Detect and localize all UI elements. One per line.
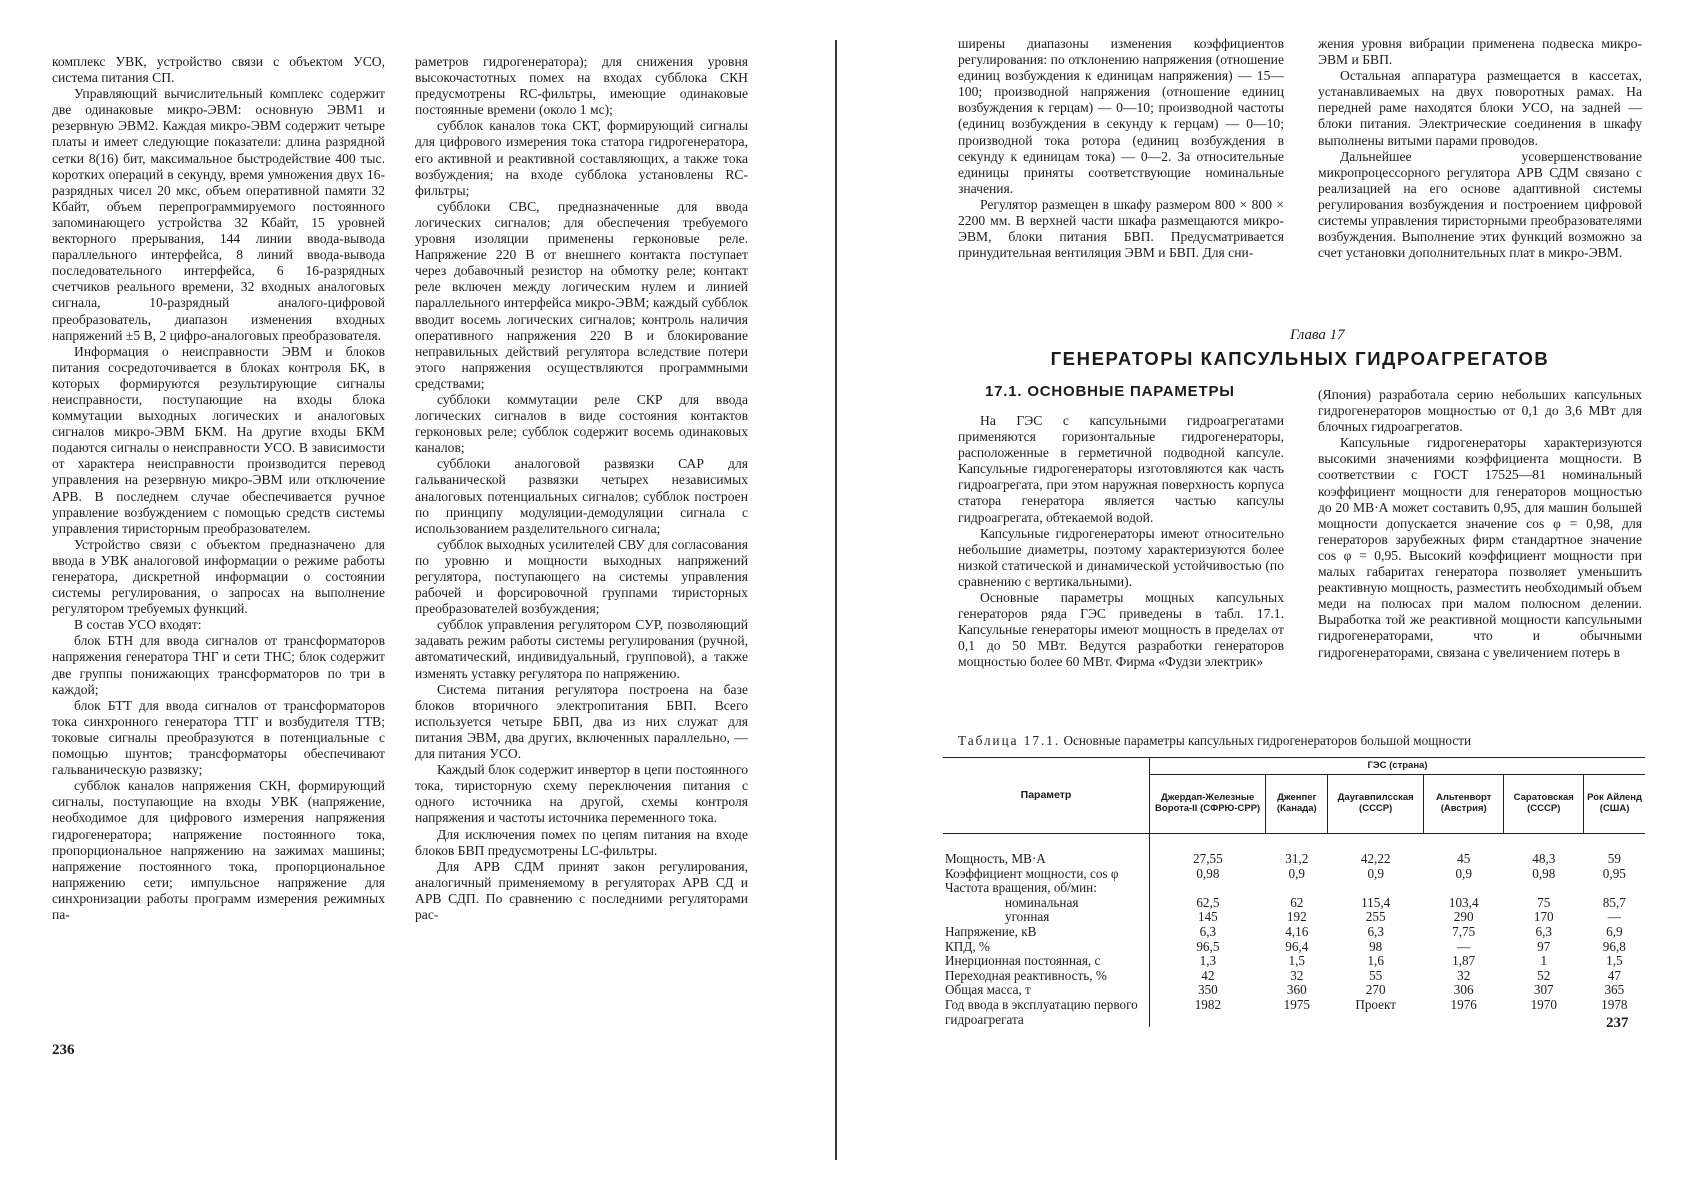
table-row [943, 896, 1645, 911]
table-column-header: Даугавпилсская (СССР) [1328, 775, 1424, 834]
right-column-2-top [1318, 36, 1642, 261]
table-cell: 1975 [1283, 996, 1310, 1012]
paragraph: блок БТН для ввода сигналов от трансформаторов напряжения генератора ТНГ и сети ТНС; блок содержит две группы понижающих трансформаторов по три в каждой; [52, 633, 385, 697]
table-cell: 48,3 [1532, 851, 1556, 866]
paragraph: (Япония) разработала серию небольших капсульных гидрогенераторов мощностью от 0,1 до 3,6 МВт для блочных гидроагрегатов. [1318, 387, 1642, 435]
table-cell: 192 [1286, 909, 1307, 925]
table-caption-label: Таблица 17.1. [958, 733, 1061, 748]
table-cell: 6,3 [1535, 923, 1552, 939]
paragraph: Регулятор размещен в шкафу размером 800 × 800 × 2200 мм. В верхней части шкафа размещаются микро-ЭВМ, блоки питания БВП. Предусматривается принудительная вентиляция ЭВМ и БВП. Для сни- [958, 196, 1284, 261]
table-cell: 255 [1365, 909, 1386, 925]
table-cell: 0,9 [1367, 865, 1384, 881]
table-cell: 62,5 [1196, 894, 1220, 910]
table-cell: 0,98 [1196, 865, 1220, 881]
table-column-header: Саратовская (СССР) [1504, 775, 1584, 834]
table-cell: 1970 [1530, 996, 1557, 1012]
table-cell [1584, 881, 1645, 896]
table-cell: 170 [1533, 909, 1554, 925]
left-page [0, 0, 835, 1190]
table-cell: 270 [1365, 982, 1386, 998]
paragraph: Остальная аппаратура размещается в кассетах, устанавливаемых на двух поворотных рамах. На передней раме находятся блоки УСО, на задней — блоки питания. Электрические соединения в шкафу выполнены витыми парами проводов. [1318, 68, 1642, 148]
paragraph: субблок управления регулятором СУР, позволяющий задавать режим работы системы регулирования (ручной, автоматический, индивидуальный, групповой), а также изменять уставку регулятора по напряжению. [415, 617, 748, 681]
table-row [943, 969, 1645, 984]
table-cell: 27,55 [1193, 851, 1223, 866]
table-param-name: Общая масса, т [945, 982, 1031, 998]
paragraph: Для исключения помех по цепям питания на входе блоков БВП предусмотрены LC-фильтры. [415, 826, 748, 858]
table-header-group: ГЭС (страна) [1150, 758, 1646, 775]
table-row [943, 910, 1645, 925]
paragraph: субблок каналов тока СКТ, формирующий сигналы для цифрового измерения тока статора гидрогенератора, его активной и реактивной составляющих, а также тока возбуждения; на входе субблока установлены RC-фильтры; [415, 118, 748, 198]
paragraph: Информация о неисправности ЭВМ и блоков питания сосредоточивается в блоках контроля БК, в которых формируются результирующие сигналы неисправности, поступающие на входы блока коммутации выходных логических и аналоговых сигналов микро-ЭВМ БКМ. На другие входы БКМ подаются сигналы о неисправности УСО. В зависимости от характера неисправности производится перевод управления на резервную микро-ЭВМ или отключение АРВ. В последнем случае обеспечивается ручное управление возбуждением с помощью средств системы управления тиристорным преобразователем. [52, 343, 385, 536]
table-cell: 6,3 [1367, 923, 1384, 939]
table-column-header: Рок Айленд (США) [1584, 775, 1645, 834]
table-param-name: Мощность, МВ·А [945, 851, 1046, 866]
table-cell: 1976 [1450, 996, 1477, 1012]
table-cell: — [1457, 938, 1471, 954]
table-cell: 32 [1457, 967, 1471, 983]
table-cell: 47 [1607, 967, 1621, 983]
table-header-parameter: Параметр [943, 758, 1150, 834]
paragraph: Капсульные гидрогенераторы имеют относительно небольшие диаметры, поэтому характеризуются более низкой статической и динамической устойчивостью (по сравнению с вертикальными). [958, 525, 1284, 589]
table-cell [1266, 881, 1328, 896]
table-row [943, 940, 1645, 955]
table-cell: 145 [1197, 909, 1218, 925]
table-param-name: угонная [1005, 909, 1050, 925]
book-gutter [835, 40, 837, 1160]
table-cell: — [1607, 909, 1621, 925]
table-cell: Проект [1355, 996, 1397, 1012]
table-cell: 0,98 [1532, 865, 1556, 881]
table-cell [1424, 881, 1504, 896]
table-cell: 85,7 [1602, 894, 1626, 910]
paragraph: блок БТТ для ввода сигналов от трансформаторов тока синхронного генератора ТТГ и возбудителя ТТВ; токовые сигналы преобразуются в потенциальные с помощью шунтов; трансформаторы обеспечивают гальваническую развязку; [52, 697, 385, 778]
left-column-2 [415, 54, 748, 923]
table-cell: 0,9 [1288, 865, 1306, 881]
table-caption-text: Основные параметры капсульных гидрогенераторов большой мощности [1063, 733, 1472, 748]
paragraph: раметров гидрогенератора); для снижения уровня высокочастотных помех на входах субблока СКН предусмотрены RC-фильтры, имеющие одинаковые постоянные времени (около 1 мс); [415, 54, 748, 118]
section-title: 17.1. ОСНОВНЫЕ ПАРАМЕТРЫ [985, 383, 1235, 400]
paragraph: Капсульные гидрогенераторы характеризуются высокими значениями коэффициента мощности. В соответствии с ГОСТ 17525—81 номинальный коэффициент мощности для генераторов мощностью до 20 МВ·А может составить 0,95, для машин большей мощности допускается значение cos φ = 0,98, для генераторов зарубежных фирм стандартное значение cos φ = 0,95. Высокий коэффициент мощности при малых габаритах генератора позволяет уменьшить реактивную мощность, разместить необходимый объем меди на полюсах при малом полюсном делении. Выработка той же реактивной мощности капсульными гидрогенераторами, что и обычными гидрогенераторами, связана с увеличением потерь в [1318, 435, 1642, 660]
paragraph: На ГЭС с капсульными гидроагрегатами применяются горизонтальные гидрогенераторы, расположенные в герметичной подводной капсуле. Капсульные гидрогенераторы изготовляются как часть гидроагрегата, при этом наружная поверхность корпуса статора генератора является частью капсулы гидроагрегата, обтекаемой водой. [958, 413, 1284, 525]
table-param-name: Инерционная постоянная, с [945, 953, 1101, 969]
table-cell: 1,5 [1288, 953, 1306, 969]
table-cell: 98 [1369, 938, 1383, 954]
table-cell: 1982 [1194, 996, 1222, 1012]
paragraph: субблоки коммутации реле СКР для ввода логических сигналов в виде состояния контактов герконовых реле; субблок содержит восемь одинаковых каналов; [415, 391, 748, 456]
table-cell: 7,75 [1452, 923, 1476, 939]
paragraph: Дальнейшее усовершенствование микропроцессорного регулятора АРВ СДМ связано с реализацией на его основе адаптивной системы регулирования возбуждения и построением цифровой системы управления тиристорными преобразователями возбуждения. Выполнение этих функций возможно за счет установки дополнительных плат в микро-ЭВМ. [1318, 148, 1642, 261]
parameters-table [943, 757, 1645, 1027]
paragraph: Для АРВ СДМ принят закон регулирования, аналогичный применяемому в регуляторах АРВ СД и АРВ СДП. По сравнению с последними регуляторами рас- [415, 858, 748, 922]
paragraph: субблок каналов напряжения СКН, формирующий сигналы, поступающие на входы УВК (напряжение, необходимое для цифрового измерения напряжения гидрогенератора; напряжение постоянного тока, пропорциональное напряжению на зажимах машины; напряжение постоянного тока, пропорциональное напряжению сети; импульсное напряжение для синхронизации работы программ измерения режимных па- [52, 778, 385, 922]
table-cell: 1,6 [1367, 953, 1384, 969]
table-row [943, 954, 1645, 969]
table-cell: 52 [1537, 967, 1551, 983]
table-param-name: номинальная [1005, 894, 1079, 910]
table-cell: 6,9 [1606, 923, 1623, 939]
right-column-2-bottom [1318, 387, 1642, 661]
table-cell: 365 [1604, 982, 1625, 998]
table-column-header: Альтенворт (Австрия) [1424, 775, 1504, 834]
table-cell: 306 [1453, 982, 1474, 998]
right-column-1-bottom [958, 413, 1284, 671]
table-cell: 290 [1453, 909, 1474, 925]
table-cell: 350 [1197, 982, 1218, 998]
table-param-name: Коэффициент мощности, cos φ [945, 865, 1119, 881]
table-cell [1504, 881, 1584, 896]
paragraph: субблоки аналоговой развязки САР для гальванической развязки четырех независимых аналоговых потенциальных сигналов; субблок построен по принципу модуляции-демодуляции сигнала с использованием разделительного сигнала; [415, 456, 748, 536]
paragraph: Управляющий вычислительный комплекс содержит две одинаковые микро-ЭВМ: основную ЭВМ1 и резервную ЭВМ2. Каждая микро-ЭВМ содержит четыре платы и имеет следующие показатели: длина разрядной сетки 8(16) бит, максимальное быстродействие 400 тыс. коротких операций в секунду, время умножения двух 16-разрядных чисел 20 мкс, объем оперативной памяти 32 Кбайт, объем перепрограммируемого постоянного запоминающего устройства 32 Кбайт, 15 уровней векторного прерывания, 144 линии ввода-вывода параллельного интерфейса, 8 линий ввода-вывода последовательного интерфейса, 6 16-разрядных счетчиков реального времени, 32 входных аналоговых сигнала, 10-разрядный аналого-цифровой преобразователь, диапазон изменения входных напряжений ±5 В, 2 цифро-аналоговых преобразователя. [52, 86, 385, 343]
table-row [943, 834, 1645, 867]
paragraph: жения уровня вибрации применена подвеска микро-ЭВМ и БВП. [1318, 36, 1642, 68]
paragraph: Устройство связи с объектом предназначено для ввода в УВК аналоговой информации о режиме работы генератора, дискретной информации о состоянии системы регулирования, о запросах на выполнение регулятором требуемых функций. [52, 536, 385, 617]
table-cell: 1,5 [1606, 953, 1623, 969]
page-number-left: 236 [52, 1042, 75, 1058]
table-caption [958, 733, 1642, 749]
table-cell: 42 [1201, 967, 1215, 983]
table-cell: 75 [1537, 894, 1551, 910]
table-cell: 59 [1607, 851, 1621, 866]
table-cell: 32 [1290, 967, 1304, 983]
table-cell: 1,3 [1199, 953, 1217, 969]
table-cell: 360 [1286, 982, 1307, 998]
table-param-name: Переходная реактивность, % [945, 967, 1107, 983]
table-param-name: Напряжение, кВ [945, 923, 1037, 939]
table-cell: 4,16 [1285, 923, 1309, 939]
table-cell: 115,4 [1361, 894, 1391, 910]
page-number-right: 237 [1606, 1015, 1629, 1031]
paragraph: субблок выходных усилителей СВУ для согласования по уровню и мощности выходных напряжений регулятора, поступающего на системы управления рабочей и форсировочной группами тиристорных преобразователей возбуждения; [415, 536, 748, 617]
table-cell: 96,4 [1285, 938, 1309, 954]
table-cell: 97 [1537, 938, 1551, 954]
table-param-name: Частота вращения, об/мин: [945, 880, 1097, 896]
paragraph: ширены диапазоны изменения коэффициентов регулирования: по отклонению напряжения (отношение единиц возбуждения к единицам напряжения) — 15—100; производной напряжения (отношение единиц возбуждения к герцам) — 0—10; производной частоты (единиц возбуждения в секунду к герцам) — 0—10; производной тока ротора (единиц возбуждения в секунду к единицам тока) — 0—2. За относительные единицы приняты соответствующие номинальные значения. [958, 36, 1284, 196]
table-row [943, 881, 1645, 896]
left-column-1 [52, 54, 385, 923]
table-param-name: КПД, % [945, 938, 990, 954]
table-cell: 31,2 [1285, 851, 1309, 866]
right-column-1-top [958, 36, 1284, 261]
table-cell: 1978 [1601, 996, 1628, 1012]
table-cell: 0,9 [1455, 865, 1472, 881]
paragraph: субблоки СВС, предназначенные для ввода логических сигналов; для обеспечения требуемого уровня изоляции применены герконовые реле. Напряжение 220 В от внешнего контакта поступает через добавочный резистор на обмотку реле; контакт реле включен между логическим нулем и линией параллельного интерфейса микро-ЭВМ; каждый субблок вводит восемь логических сигналов; контроль наличия оперативного напряжения 220 В и блокирование неправильных действий регулятора вследствие потери этого напряжения осуществляются программными средствами; [415, 198, 748, 391]
chapter-title: ГЕНЕРАТОРЫ КАПСУЛЬНЫХ ГИДРОАГРЕГАТОВ [1050, 348, 1550, 369]
table-cell: 55 [1369, 967, 1383, 983]
table-param-name: Год ввода в эксплуатацию первого гидроагрегата [945, 996, 1138, 1027]
table-cell: 307 [1533, 982, 1554, 998]
table-cell: 103,4 [1448, 894, 1479, 910]
table-column-header: Дженпег (Канада) [1266, 775, 1328, 834]
table-cell [1328, 881, 1424, 896]
table-column-header: Джердап-Железные Ворота-II (СФРЮ-СРР) [1150, 775, 1266, 834]
table-cell: 6,3 [1199, 923, 1217, 939]
table-cell: 62 [1290, 894, 1304, 910]
paragraph: Основные параметры мощных капсульных генераторов ряда ГЭС приведены в табл. 17.1. Капсульные генераторы имеют мощность в пределах от 0,1 до 50 МВт. Ведутся разработки генераторов мощностью более 60 МВт. Фирма «Фудзи электрик» [958, 590, 1284, 670]
paragraph: Система питания регулятора построена на базе блоков вторичного электропитания БВП. Всего используется четыре БВП, два из них служат для питания ЭВМ, два других, включенных параллельно, — для питания УСО. [415, 681, 748, 762]
table-row [943, 998, 1645, 1027]
table-cell: 96,5 [1196, 938, 1220, 954]
chapter-label: Глава 17 [1290, 327, 1345, 343]
paragraph: комплекс УВК, устройство связи с объектом УСО, система питания СП. [52, 54, 385, 86]
table-cell: 45 [1457, 851, 1471, 866]
paragraph: Каждый блок содержит инвертор в цепи постоянного тока, тиристорную схему переключения питания с одного источника на другой, схемы контроля напряжения и частоты источника переменного тока. [415, 762, 748, 826]
table-cell: 1,87 [1452, 953, 1476, 969]
table-cell: 0,95 [1602, 865, 1626, 881]
table-cell [1150, 881, 1266, 896]
table-row [943, 867, 1645, 882]
table-cell: 42,22 [1360, 851, 1391, 866]
table-cell: 1 [1540, 953, 1548, 969]
paragraph: В состав УСО входят: [74, 617, 202, 633]
table-row [943, 925, 1645, 940]
table-cell: 96,8 [1602, 938, 1626, 954]
table-row [943, 983, 1645, 998]
